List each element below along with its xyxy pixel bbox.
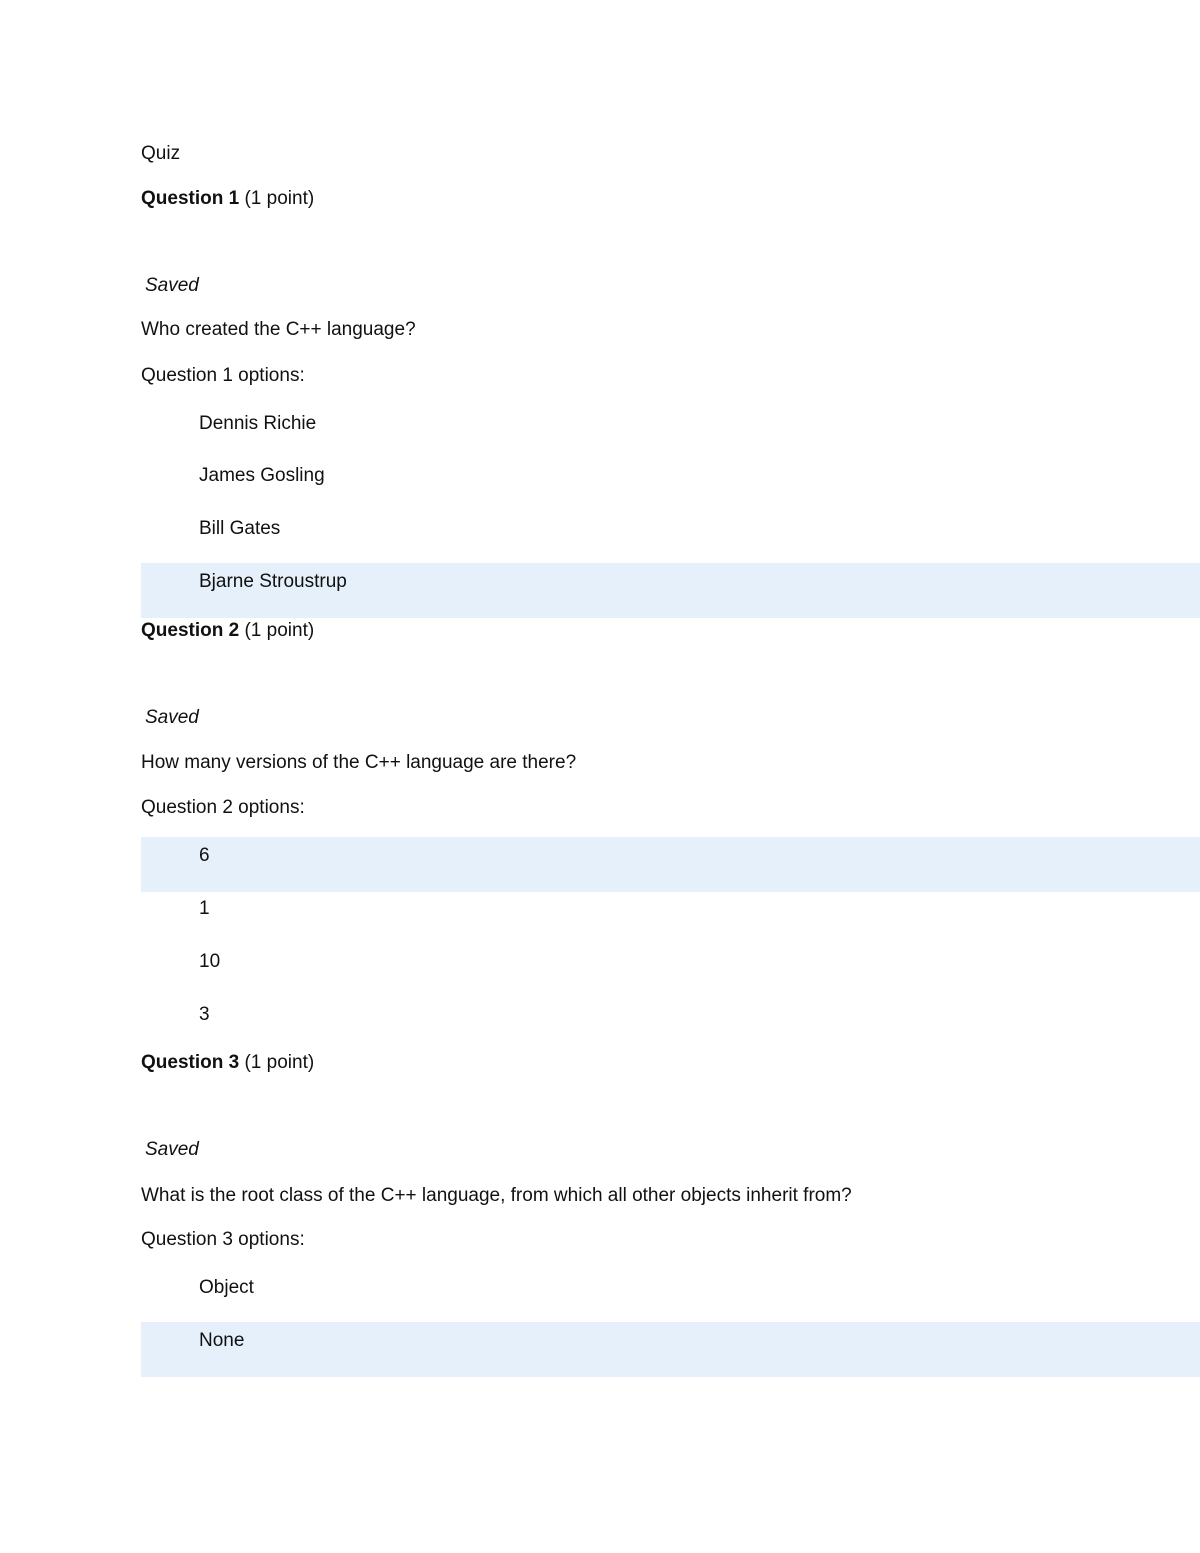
saved-status: Saved <box>145 1139 199 1160</box>
selected-option-row[interactable] <box>141 1322 1200 1377</box>
saved-status: Saved <box>145 275 199 296</box>
question-1-header <box>141 187 314 211</box>
question-3-header <box>141 1051 314 1075</box>
question-label: Question 1 <box>141 188 240 209</box>
options-label: Question 1 options: <box>141 365 305 386</box>
question-points: (1 point) <box>244 1052 315 1073</box>
selected-option-row[interactable] <box>141 837 1200 892</box>
option-none[interactable]: None <box>199 1330 245 1351</box>
question-points: (1 point) <box>244 620 315 641</box>
option-bjarne-stroustrup[interactable]: Bjarne Stroustrup <box>199 571 347 592</box>
option-object[interactable]: Object <box>199 1277 254 1298</box>
option-10[interactable]: 10 <box>199 951 221 972</box>
question-prompt: What is the root class of the C++ language, from which all other objects inherit from? <box>141 1185 852 1206</box>
question-prompt: Who created the C++ language? <box>141 319 416 340</box>
quiz-title: Quiz <box>141 143 181 164</box>
options-label: Question 3 options: <box>141 1229 305 1250</box>
question-label: Question 2 <box>141 620 240 641</box>
question-2-header <box>141 619 314 643</box>
question-label: Question 3 <box>141 1052 240 1073</box>
option-1[interactable]: 1 <box>199 898 210 919</box>
saved-status: Saved <box>145 707 199 728</box>
option-james-gosling[interactable]: James Gosling <box>199 465 325 486</box>
option-bill-gates[interactable]: Bill Gates <box>199 518 281 539</box>
option-3[interactable]: 3 <box>199 1004 210 1025</box>
question-points: (1 point) <box>244 188 315 209</box>
option-dennis-richie[interactable]: Dennis Richie <box>199 413 317 434</box>
question-prompt: How many versions of the C++ language are there? <box>141 752 577 773</box>
options-label: Question 2 options: <box>141 797 305 818</box>
option-6[interactable]: 6 <box>199 845 210 866</box>
